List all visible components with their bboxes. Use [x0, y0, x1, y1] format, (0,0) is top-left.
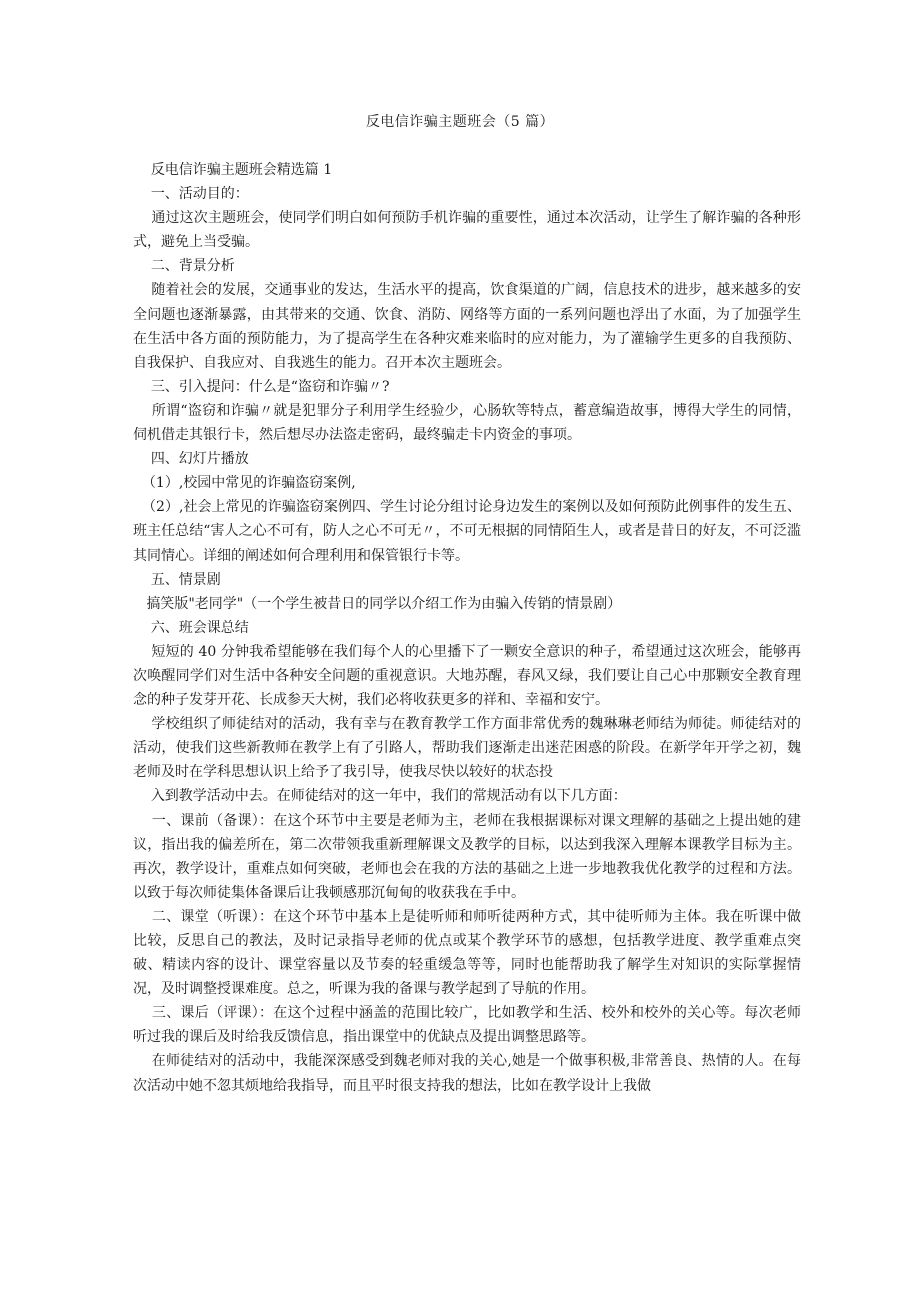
- paragraph: 二、背景分析: [133, 258, 235, 275]
- paragraph: 通过这次主题班会，使同学们明白如何预防手机诈骗的重要性，通过本次活动，让学生了解诈骗的各种形式，避免上当受骗。: [133, 210, 801, 251]
- paragraph: 随着社会的发展，交通事业的发达，生活水平的提高，饮食渠道的广阔，信息技术的进步，越来越多的安全问题也逐渐暴露，由其带来的交通、饮食、消防、网络等方面的一系列问题也浮出了水面，为了加强学生在生活中各方面的预防能力，为了提高学生在各种灾难来临时的应对能力，为了灌输学生更多的自我预防、自我保护、自我应对、自我逃生的能力。召开本次主题班会。: [133, 282, 801, 371]
- paragraph: 五、情景剧: [133, 571, 221, 588]
- paragraph: （2）,社会上常见的诈骗盗窃案例四、学生讨论分组讨论身边发生的案例以及如何预防此例事件的发生五、班主任总结“害人之心不可有，防人之心不可无〃，不可无根据的同情陌生人，或者是昔日的好友，不可泛滥其同情心。详细的阐述如何合理利用和保管银行卡等。: [133, 499, 802, 564]
- paragraph: 一、课前（备课）：在这个环节中主要是老师为主，老师在我根据课标对课文理解的基础之上提出她的建议，指出我的偏差所在，第二次带领我重新理解课文及教学的目标，以达到我深入理解本课教学目标为主。再次，教学设计，重难点如何突破，老师也会在我的方法的基础之上进一步地教我优化教学的过程和方法。以致于每次师徒集体备课后让我顿感那沉甸甸的收获我在手中。: [133, 812, 801, 901]
- paragraph: 搞笑版"老同学"（一个学生被昔日的同学以介绍工作为由骗入传销的情景剧）: [133, 595, 622, 612]
- paragraph: 六、班会课总结: [133, 619, 249, 636]
- paragraph: 短短的 40 分钟我希望能够在我们每个人的心里播下了一颗安全意识的种子，希望通过这次班会，能够再次唤醒同学们对生活中各种安全问题的重视意识。大地苏醒，春风又绿，我们要让自己心中那颗安全教育理念的种子发芽开花、长成参天大树，我们必将收获更多的祥和、幸福和安宁。: [133, 643, 801, 709]
- paragraph: 反电信诈骗主题班会精选篇 1: [133, 162, 333, 178]
- paragraph: （1）,校园中常见的诈骗盗窃案例,: [133, 475, 356, 492]
- paragraph: 三、引入提问：什么是“盗窃和诈骗〃?: [133, 378, 390, 395]
- paragraph: 一、活动目的：: [133, 186, 249, 203]
- document-body: [133, 158, 801, 1098]
- paragraph: 入到教学活动中去。在师徒结对的这一年中，我们的常规活动有以下几方面：: [133, 788, 627, 805]
- paragraph: 在师徒结对的活动中，我能深深感受到魏老师对我的关心,她是一个做事积极,非常善良、热情的人。在每次活动中她不忽其烦地给我指导，而且平时很支持我的想法，比如在教学设计上我做: [133, 1053, 801, 1094]
- paragraph: 所谓“盗窃和诈骗〃就是犯罪分子利用学生经验少，心肠软等特点，蓄意编造故事，博得大学生的同情，伺机借走其银行卡，然后想尽办法盗走密码，最终骗走卡内资金的事项。: [133, 402, 801, 444]
- document-title: 反电信诈骗主题班会（5 篇）: [365, 114, 555, 130]
- paragraph: 三、课后（评课）：在这个过程中涵盖的范围比较广，比如教学和生活、校外和校外的关心等。每次老师听过我的课后及时给我反馈信息，指出课堂中的优缺点及提出调整思路等。: [133, 1005, 801, 1046]
- paragraph: 二、课堂（听课）：在这个环节中基本上是徒听师和师听徒两种方式，其中徒听师为主体。我在听课中做比较，反思自己的教法，及时记录指导老师的优点或某个教学环节的感想，包括教学进度、教学重难点突破、精读内容的设计、课堂容量以及节奏的轻重缓急等等，同时也能帮助我了解学生对知识的实际掌握情况，及时调整授课难度。总之，听课为我的备课与教学起到了导航的作用。: [133, 908, 801, 998]
- paragraph: 学校组织了师徒结对的活动，我有幸与在教育教学工作方面非常优秀的魏琳琳老师结为师徒。师徒结对的活动，使我们这些新教师在教学上有了引路人，帮助我们逐渐走出迷茫困惑的阶段。在新学年开学之初，魏老师及时在学科思想认识上给予了我引导，使我尽快以较好的状态投: [133, 716, 801, 781]
- paragraph: 四、幻灯片播放: [133, 451, 249, 468]
